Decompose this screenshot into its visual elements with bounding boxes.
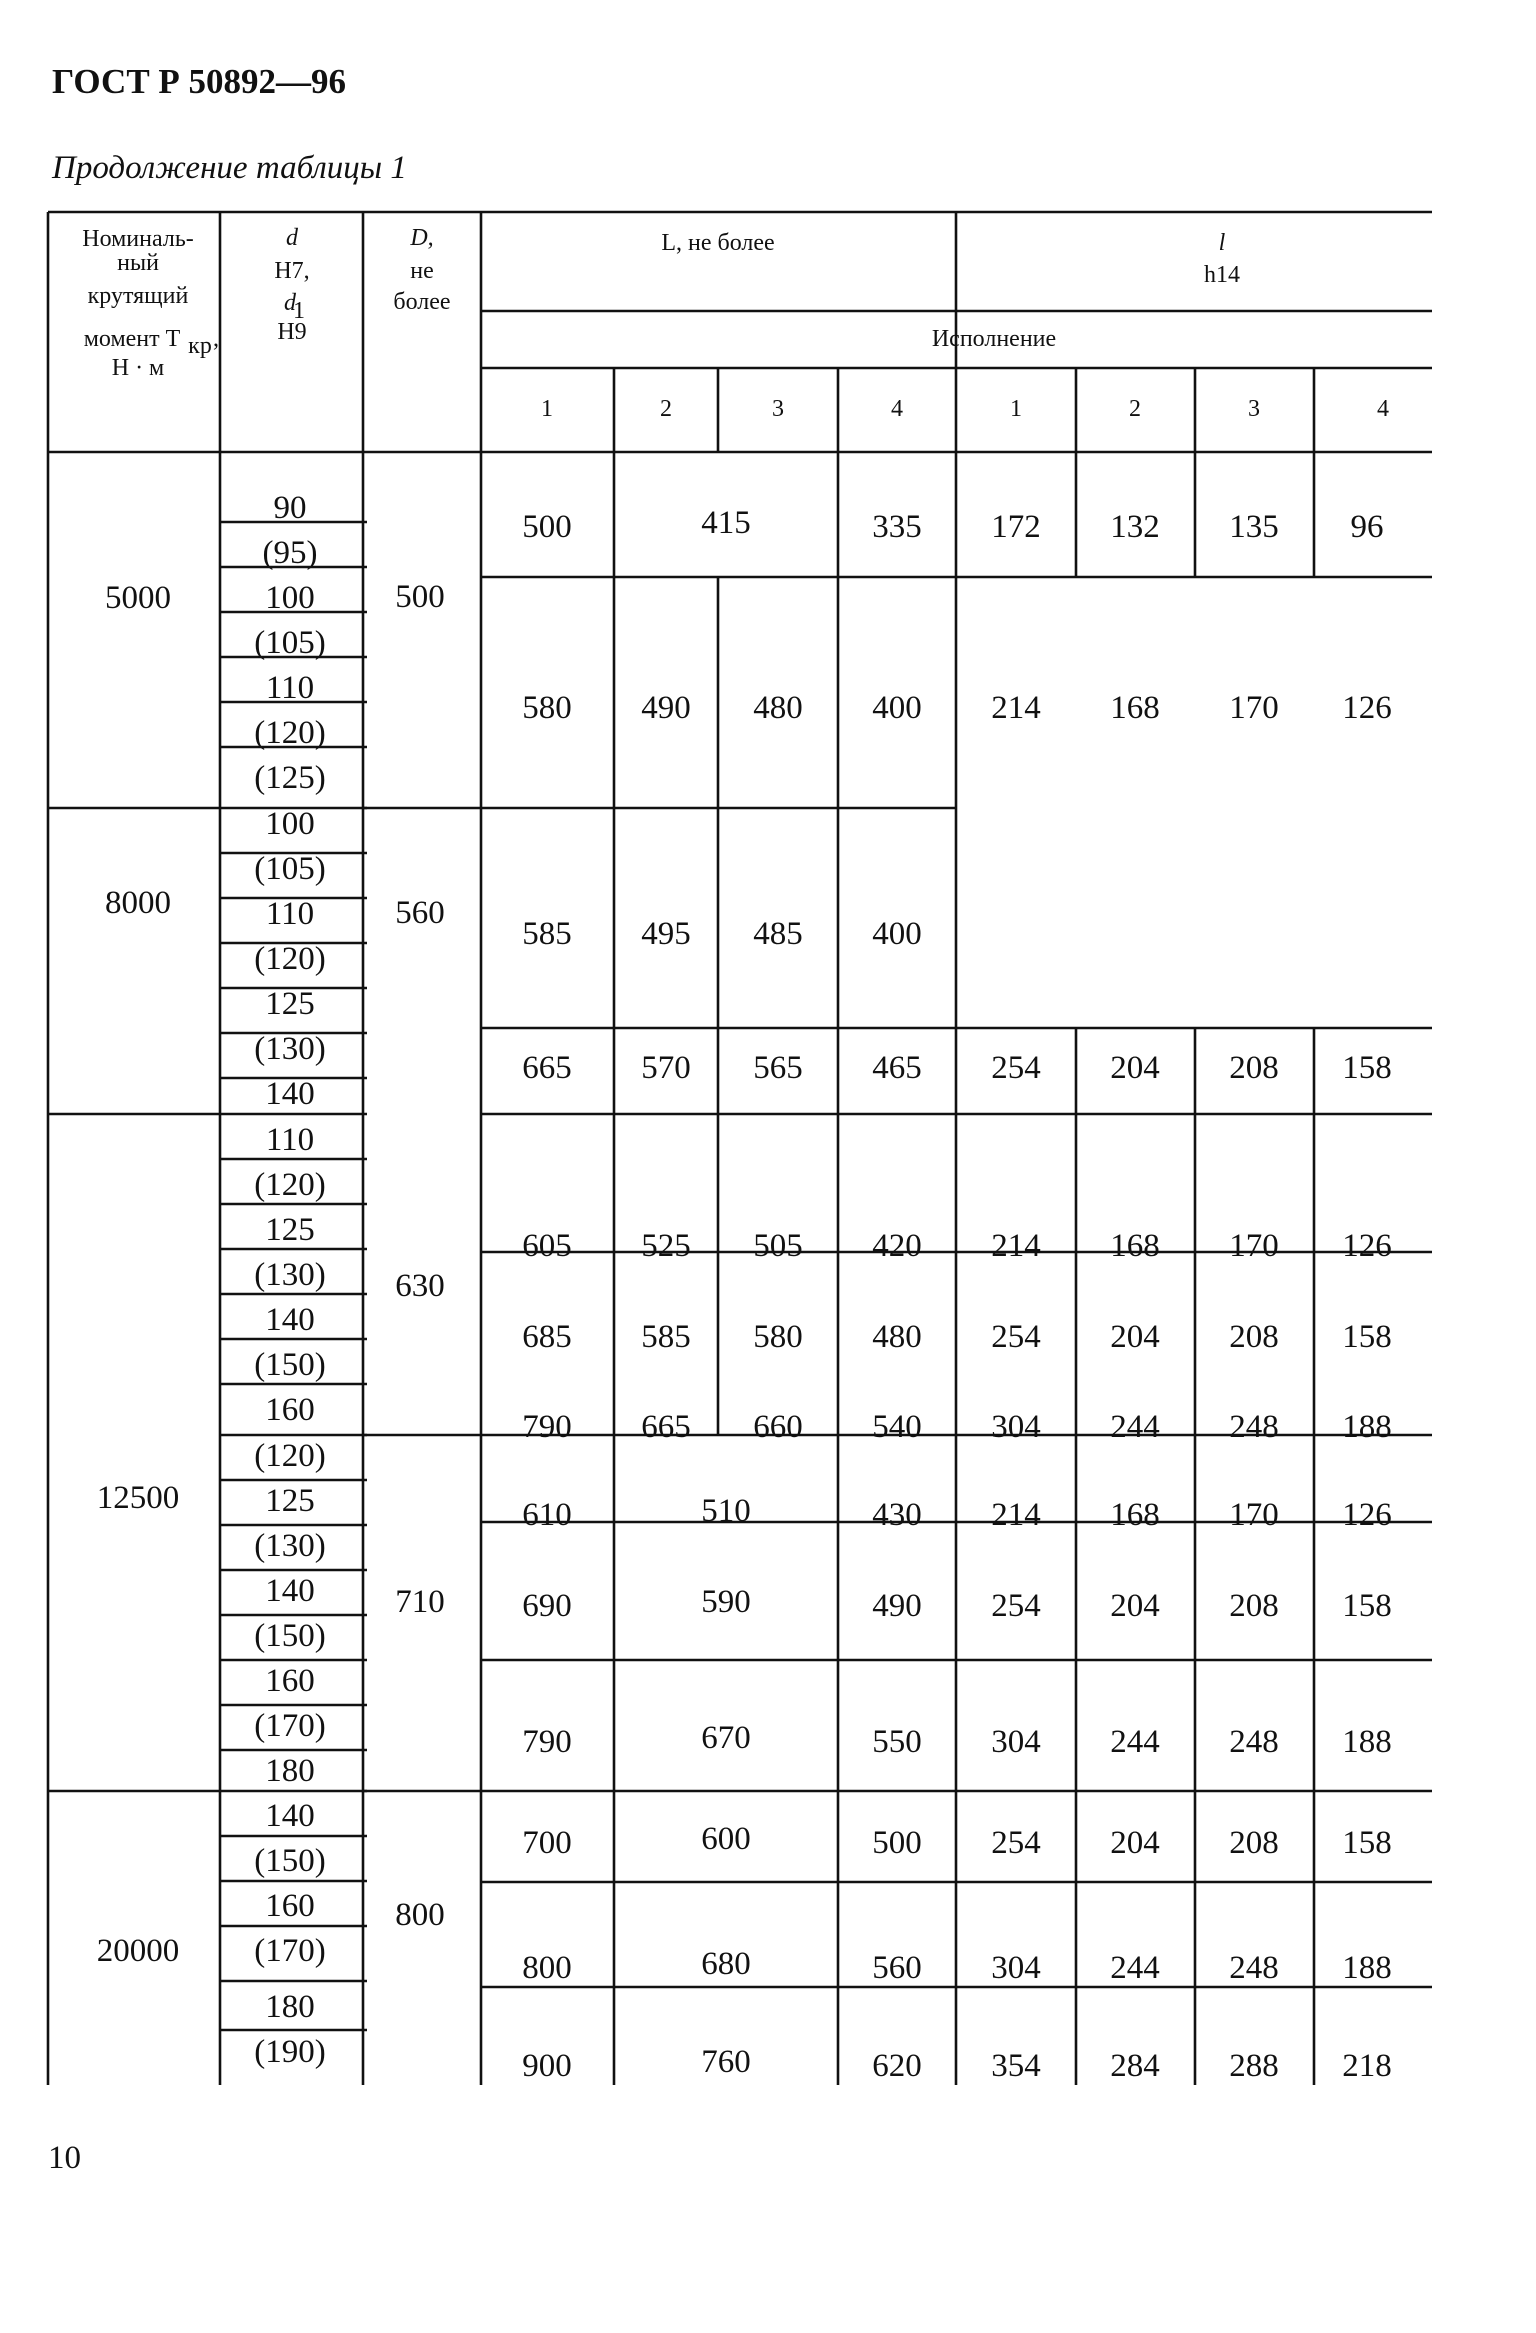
bore-diameter-value: 100 (265, 806, 315, 842)
length-l-value: 135 (1229, 509, 1279, 545)
length-l-value: 304 (991, 1409, 1041, 1445)
length-l-value: 244 (1110, 1724, 1160, 1760)
outer-diameter-value: 630 (395, 1268, 445, 1304)
bore-diameter-value: (105) (254, 851, 326, 887)
length-l-value: 188 (1342, 1409, 1392, 1445)
length-L-value: 665 (522, 1050, 572, 1086)
table-grid (48, 212, 1432, 2085)
length-L-value: 690 (522, 1588, 572, 1624)
standard-number: ГОСТ Р 50892—96 (52, 62, 347, 101)
bore-diameter-value: (170) (254, 1933, 326, 1969)
length-l-value: 288 (1229, 2048, 1279, 2084)
length-l-value: 254 (991, 1319, 1041, 1355)
length-L-value: 465 (872, 1050, 922, 1086)
length-l-value: 204 (1110, 1050, 1160, 1086)
header-d-symbol: d (286, 225, 298, 251)
length-L-value: 565 (753, 1050, 803, 1086)
length-L-value: 590 (701, 1584, 751, 1620)
length-L-value: 485 (753, 916, 803, 952)
length-l-value: 158 (1342, 1588, 1392, 1624)
length-L-value: 505 (753, 1228, 803, 1264)
length-l-value: 204 (1110, 1319, 1160, 1355)
length-L-value: 700 (522, 1825, 572, 1861)
length-L-value: 430 (872, 1497, 922, 1533)
header-l-execution-1: 1 (1010, 396, 1022, 422)
length-L-value: 540 (872, 1409, 922, 1445)
bore-diameter-value: (120) (254, 1438, 326, 1474)
length-l-value: 254 (991, 1588, 1041, 1624)
header-l-tolerance: h14 (1204, 262, 1240, 288)
header-d-tolerance: H7, (274, 258, 310, 284)
header-d1-tolerance: H9 (277, 319, 307, 345)
bore-diameter-value: 110 (265, 670, 315, 706)
length-l-value: 126 (1342, 690, 1392, 726)
length-L-value: 760 (701, 2044, 751, 2080)
header-execution: Исполнение (931, 326, 1057, 352)
bore-diameter-value: (120) (254, 715, 326, 751)
bore-diameter-value: (130) (254, 1031, 326, 1067)
length-L-value: 560 (872, 1950, 922, 1986)
length-L-value: 600 (701, 1821, 751, 1857)
bore-diameter-value: (95) (262, 535, 318, 571)
length-L-value: 585 (641, 1319, 691, 1355)
length-L-value: 495 (641, 916, 691, 952)
length-L-value: 500 (522, 509, 572, 545)
bore-diameter-value: 125 (265, 1483, 315, 1519)
length-L-value: 610 (522, 1497, 572, 1533)
length-L-value: 400 (872, 690, 922, 726)
length-l-value: 218 (1342, 2048, 1392, 2084)
header-D-line: более (393, 289, 451, 315)
length-L-value: 620 (872, 2048, 922, 2084)
bore-diameter-value: (130) (254, 1528, 326, 1564)
bore-diameter-value: 160 (265, 1888, 315, 1924)
header-l-execution-3: 3 (1248, 396, 1260, 422)
bore-diameter-value: (150) (254, 1347, 326, 1383)
length-l-value: 132 (1110, 509, 1160, 545)
bore-diameter-value: (170) (254, 1708, 326, 1744)
outer-diameter-value: 560 (395, 895, 445, 931)
length-l-value: 158 (1342, 1319, 1392, 1355)
table-continuation-caption: Продолжение таблицы 1 (52, 150, 407, 186)
length-L-value: 800 (522, 1950, 572, 1986)
torque-value: 12500 (96, 1480, 180, 1516)
bore-diameter-value: (125) (254, 760, 326, 796)
outer-diameter-value: 500 (395, 579, 445, 615)
length-l-value: 244 (1110, 1950, 1160, 1986)
length-l-value: 126 (1342, 1497, 1392, 1533)
bore-diameter-value: 125 (265, 1212, 315, 1248)
length-l-value: 204 (1110, 1825, 1160, 1861)
bore-diameter-value: 180 (265, 1753, 315, 1789)
length-l-value: 254 (991, 1050, 1041, 1086)
length-l-value: 204 (1110, 1588, 1160, 1624)
length-l-value: 188 (1342, 1950, 1392, 1986)
length-L-value: 550 (872, 1724, 922, 1760)
length-l-value: 96 (1350, 509, 1384, 545)
length-L-value: 400 (872, 916, 922, 952)
bore-diameter-value: 140 (265, 1076, 315, 1112)
bore-diameter-value: (150) (254, 1618, 326, 1654)
bore-diameter-value: 125 (265, 986, 315, 1022)
length-l-value: 214 (991, 690, 1041, 726)
length-l-value: 214 (991, 1497, 1041, 1533)
length-L-value: 790 (522, 1724, 572, 1760)
header-L-execution-4: 4 (891, 396, 903, 422)
length-L-value: 480 (753, 690, 803, 726)
length-L-value: 670 (701, 1720, 751, 1756)
length-L-value: 510 (701, 1493, 751, 1529)
length-l-value: 126 (1342, 1228, 1392, 1264)
length-l-value: 158 (1342, 1825, 1392, 1861)
length-l-value: 248 (1229, 1950, 1279, 1986)
length-L-value: 585 (522, 916, 572, 952)
header-l-execution-2: 2 (1129, 396, 1141, 422)
length-l-value: 172 (991, 509, 1041, 545)
bore-diameter-value: 140 (265, 1302, 315, 1338)
header-torque-line: крутящий (87, 283, 189, 309)
header-torque-comma: , (213, 326, 219, 352)
bore-diameter-value: (105) (254, 625, 326, 661)
header-torque-line: момент T (83, 326, 181, 352)
length-l-value: 248 (1229, 1724, 1279, 1760)
length-l-value: 208 (1229, 1588, 1279, 1624)
header-L-execution-3: 3 (772, 396, 784, 422)
bore-diameter-value: (150) (254, 1843, 326, 1879)
torque-value: 8000 (105, 885, 171, 921)
header-L-execution-1: 1 (541, 396, 553, 422)
header-l-execution-4: 4 (1377, 396, 1389, 422)
length-l-value: 168 (1110, 1228, 1160, 1264)
length-L-value: 420 (872, 1228, 922, 1264)
bore-diameter-value: 110 (265, 1122, 315, 1158)
length-L-value: 490 (872, 1588, 922, 1624)
length-L-value: 570 (641, 1050, 691, 1086)
torque-value: 5000 (105, 580, 171, 616)
length-L-value: 580 (753, 1319, 803, 1355)
length-L-value: 665 (641, 1409, 691, 1445)
header-D-symbol: D, (410, 225, 434, 251)
length-l-value: 354 (991, 2048, 1041, 2084)
length-L-value: 500 (872, 1825, 922, 1861)
length-l-value: 188 (1342, 1724, 1392, 1760)
length-l-value: 214 (991, 1228, 1041, 1264)
header-L-title: L, не более (661, 230, 775, 256)
length-l-value: 168 (1110, 690, 1160, 726)
bore-diameter-value: (120) (254, 941, 326, 977)
bore-diameter-value: 100 (265, 580, 315, 616)
header-torque-subscript: кр (188, 333, 212, 359)
header-torque-unit: Н · м (111, 355, 165, 381)
length-L-value: 685 (522, 1319, 572, 1355)
bore-diameter-value: 110 (265, 896, 315, 932)
length-l-value: 304 (991, 1724, 1041, 1760)
header-l-symbol: l (1218, 230, 1226, 256)
bore-diameter-value: 180 (265, 1989, 315, 2025)
length-l-value: 208 (1229, 1319, 1279, 1355)
length-l-value: 168 (1110, 1497, 1160, 1533)
length-L-value: 790 (522, 1409, 572, 1445)
length-L-value: 680 (701, 1946, 751, 1982)
header-torque-line: Номиналь- (82, 226, 194, 252)
header-D-line: не (410, 258, 434, 284)
header-d1-subscript: 1 (293, 298, 305, 324)
length-l-value: 248 (1229, 1409, 1279, 1445)
length-l-value: 158 (1342, 1050, 1392, 1086)
length-L-value: 580 (522, 690, 572, 726)
outer-diameter-value: 710 (395, 1584, 445, 1620)
length-l-value: 170 (1229, 690, 1279, 726)
length-l-value: 208 (1229, 1825, 1279, 1861)
bore-diameter-value: 160 (265, 1663, 315, 1699)
bore-diameter-value: 140 (265, 1798, 315, 1834)
length-l-value: 170 (1229, 1228, 1279, 1264)
length-L-value: 335 (872, 509, 922, 545)
length-L-value: 415 (701, 505, 751, 541)
header-L-execution-2: 2 (660, 396, 672, 422)
length-L-value: 480 (872, 1319, 922, 1355)
torque-value: 20000 (96, 1933, 180, 1969)
bore-diameter-value: (190) (254, 2034, 326, 2070)
length-l-value: 170 (1229, 1497, 1279, 1533)
bore-diameter-value: (120) (254, 1167, 326, 1203)
header-d1-symbol: d (284, 290, 296, 316)
length-L-value: 660 (753, 1409, 803, 1445)
length-L-value: 900 (522, 2048, 572, 2084)
bore-diameter-value: 140 (265, 1573, 315, 1609)
length-l-value: 244 (1110, 1409, 1160, 1445)
header-torque-line: ный (117, 250, 159, 276)
length-l-value: 284 (1110, 2048, 1160, 2084)
length-L-value: 490 (641, 690, 691, 726)
length-L-value: 525 (641, 1228, 691, 1264)
length-l-value: 304 (991, 1950, 1041, 1986)
length-l-value: 208 (1229, 1050, 1279, 1086)
bore-diameter-value: 160 (265, 1392, 315, 1428)
length-L-value: 605 (522, 1228, 572, 1264)
outer-diameter-value: 800 (395, 1897, 445, 1933)
page-number: 10 (48, 2140, 81, 2176)
bore-diameter-value: (130) (254, 1257, 326, 1293)
length-l-value: 254 (991, 1825, 1041, 1861)
bore-diameter-value: 90 (273, 490, 307, 526)
